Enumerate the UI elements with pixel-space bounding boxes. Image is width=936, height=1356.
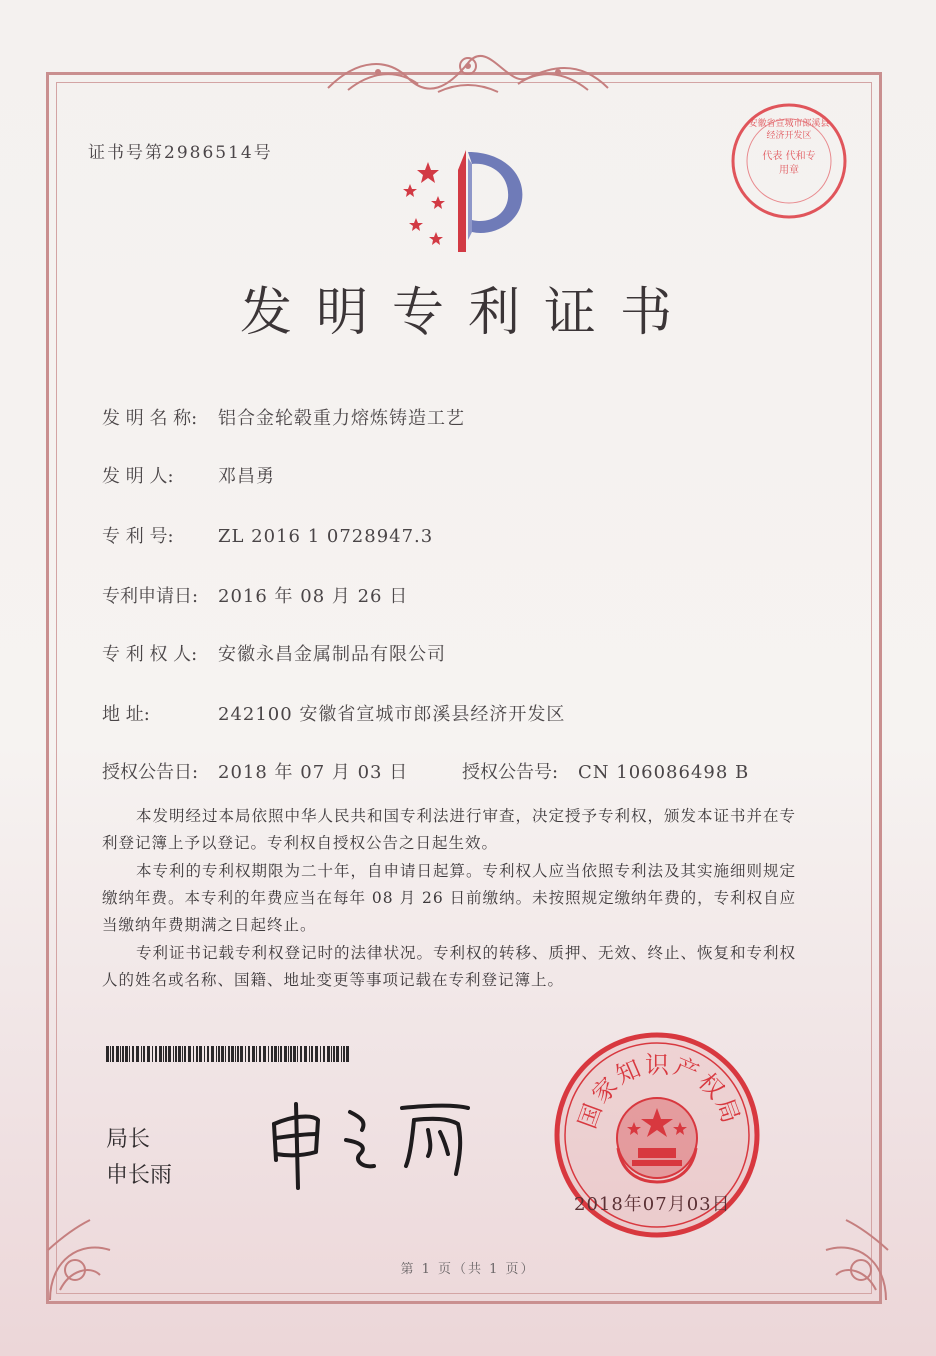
field-label: 地 址: (102, 704, 150, 725)
agency-stamp-center-text: 代表 代和专用章 (762, 151, 816, 176)
field-value: 邓昌勇 (218, 466, 275, 487)
barcode-bar (125, 1046, 128, 1062)
page-indicator: 第 1 页（共 1 页） (400, 1262, 536, 1277)
barcode-bar (221, 1046, 224, 1062)
barcode-bar (188, 1046, 191, 1062)
barcode-bar (155, 1046, 157, 1062)
barcode-bar (207, 1046, 209, 1062)
field-label: 授权公告日: (102, 762, 199, 783)
barcode-bar (168, 1046, 171, 1062)
seal-char: 权 (692, 1067, 734, 1109)
barcode-bar (336, 1046, 339, 1062)
barcode-bar (256, 1046, 257, 1062)
barcode-bar (327, 1046, 330, 1062)
paragraph-legal-status: 专利证书记载专利权登记时的法律状况。专利权的转移、质押、无效、终止、恢复和专利权人的姓名或名称、国籍、地址变更等事项记载在专利登记簿上。 (102, 944, 797, 989)
barcode-bar (182, 1046, 183, 1062)
barcode-bar (237, 1046, 239, 1062)
barcode-bar (304, 1046, 307, 1062)
barcode-bar (141, 1046, 142, 1062)
agency-stamp (728, 100, 850, 226)
paragraph-grant-statement: 本发明经过本局依照中华人民共和国专利法进行审查，决定授予专利权，颁发本证书并在专利登记簿上予以登记。专利权自授权公告之日起生效。 (102, 807, 797, 852)
field-value: CN 106086498 B (578, 762, 750, 783)
field-value: 242100 安徽省宣城市郎溪县经济开发区 (218, 704, 566, 725)
barcode-bar (309, 1046, 310, 1062)
barcode-bar (136, 1046, 139, 1062)
barcode-bar (263, 1046, 266, 1062)
seal-char: 局 (710, 1094, 748, 1133)
seal-char: 产 (669, 1052, 709, 1090)
barcode-bar (204, 1046, 205, 1062)
field-label: 发 明 人: (102, 466, 174, 487)
top-ornament (318, 48, 618, 100)
barcode-bar (333, 1046, 335, 1062)
barcode-bar (122, 1046, 124, 1062)
seal-char: 国 (572, 1094, 610, 1133)
field-label: 发 明 名 称: (102, 408, 198, 429)
barcode-bar (297, 1046, 298, 1062)
field-grant-date (102, 758, 408, 784)
patent-office-logo-icon (388, 140, 538, 264)
certificate-number: 证书号第2986514号 (88, 143, 273, 163)
barcode-bar (346, 1046, 349, 1062)
barcode-bar (259, 1046, 261, 1062)
barcode-bar (235, 1046, 236, 1062)
barcode-bar (290, 1046, 292, 1062)
field-value: ZL 2016 1 0728947.3 (218, 526, 434, 547)
barcode-bar (248, 1046, 250, 1062)
director-title: 局长 (106, 1127, 151, 1152)
field-grant-number (462, 758, 749, 784)
barcode-bar (293, 1046, 296, 1062)
field-patentee (102, 640, 446, 666)
handwritten-signature (262, 1090, 482, 1194)
seal-char: 家 (586, 1067, 628, 1109)
seal-char: 识 (645, 1051, 675, 1079)
barcode-bar (112, 1046, 114, 1062)
field-label: 授权公告号: (462, 762, 559, 783)
barcode-bar (225, 1046, 226, 1062)
barcode-bar (343, 1046, 345, 1062)
barcode-bar (300, 1046, 302, 1062)
field-value: 安徽永昌金属制品有限公司 (218, 644, 446, 665)
barcode-bar (280, 1046, 282, 1062)
barcode-bar (143, 1046, 145, 1062)
barcode-bar (341, 1046, 342, 1062)
barcode-bar (252, 1046, 255, 1062)
barcode-bar (106, 1046, 109, 1062)
agency-stamp-ring-text: 安徽省宣城市郎溪县经济开发区 (748, 119, 830, 141)
barcode-bar (173, 1046, 174, 1062)
barcode-bar (216, 1046, 217, 1062)
barcode-bar (152, 1046, 153, 1062)
barcode-bar (178, 1046, 181, 1062)
barcode (106, 1046, 350, 1062)
barcode-bar (120, 1046, 121, 1062)
barcode-bar (211, 1046, 214, 1062)
field-invention-name (102, 404, 465, 430)
barcode-bar (163, 1046, 164, 1062)
barcode-bar (193, 1046, 194, 1062)
barcode-bar (320, 1046, 321, 1062)
barcode-bar (284, 1046, 287, 1062)
barcode-bar (323, 1046, 325, 1062)
barcode-bar (175, 1046, 177, 1062)
page-title: 发明专利证书 (239, 283, 696, 343)
barcode-bar (228, 1046, 230, 1062)
barcode-bar (218, 1046, 220, 1062)
field-label: 专利申请日: (102, 586, 199, 607)
field-label: 专 利 号: (102, 526, 174, 547)
barcode-bar (278, 1046, 279, 1062)
field-address (102, 700, 565, 726)
barcode-bar (274, 1046, 277, 1062)
field-filing-date (102, 582, 408, 608)
field-value: 铝合金轮毂重力熔炼铸造工艺 (218, 408, 465, 429)
seal-date: 2018年07月03日 (574, 1194, 731, 1215)
barcode-bar (315, 1046, 318, 1062)
barcode-bar (129, 1046, 130, 1062)
field-patent-number (102, 522, 433, 548)
barcode-bar (231, 1046, 234, 1062)
field-label: 专 利 权 人: (102, 644, 198, 665)
barcode-bar (159, 1046, 162, 1062)
barcode-bar (132, 1046, 134, 1062)
barcode-bar (116, 1046, 119, 1062)
seal-char: 知 (611, 1052, 651, 1090)
barcode-bar (331, 1046, 332, 1062)
barcode-bar (196, 1046, 198, 1062)
field-inventor (102, 462, 275, 488)
paragraph-term-fees: 本专利的专利权期限为二十年，自申请日起算。专利权人应当依照专利法及其实施细则规定缴纳年费。本专利的年费应当在每年 08 月 26 日前缴纳。未按照规定缴纳年费的，专利权自应当缴纳年费期满之日起终止。 (102, 862, 797, 934)
barcode-bar (165, 1046, 167, 1062)
barcode-bar (110, 1046, 111, 1062)
barcode-bar (147, 1046, 150, 1062)
barcode-bar (199, 1046, 202, 1062)
field-value: 2016 年 08 月 26 日 (218, 586, 409, 607)
barcode-bar (240, 1046, 243, 1062)
director-name: 申长雨 (106, 1163, 173, 1188)
barcode-bar (288, 1046, 289, 1062)
barcode-bar (271, 1046, 273, 1062)
barcode-bar (184, 1046, 186, 1062)
barcode-bar (245, 1046, 246, 1062)
barcode-bar (268, 1046, 269, 1062)
barcode-bar (311, 1046, 313, 1062)
field-value: 2018 年 07 月 03 日 (218, 762, 409, 783)
